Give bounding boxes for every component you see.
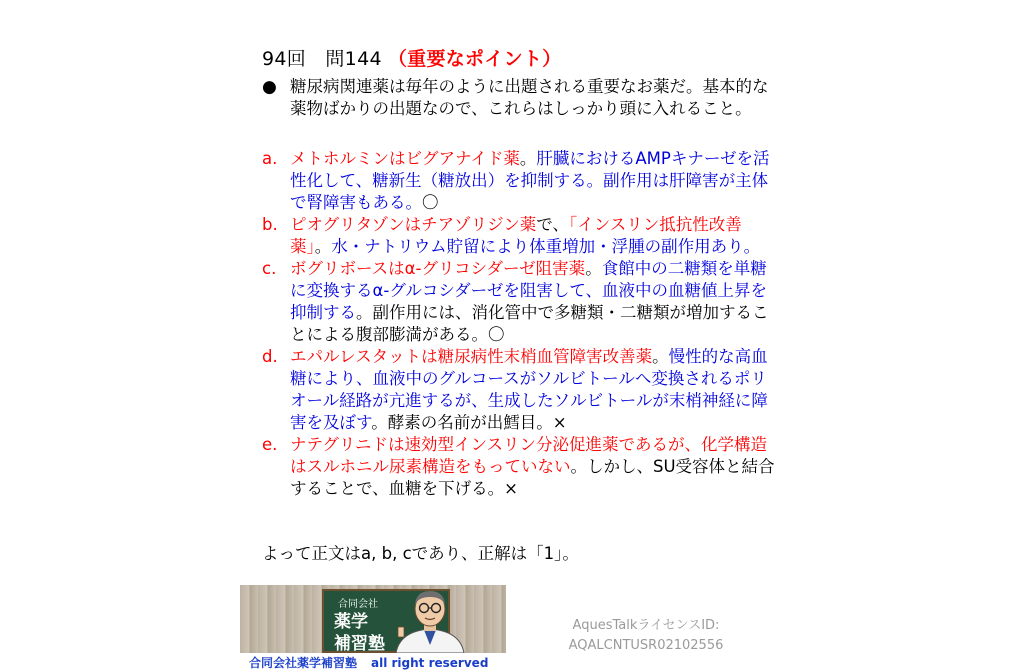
option-text-segment: ボグリボースはα-グリコシダーゼ阻害薬 bbox=[290, 259, 586, 278]
option-text-segment: 。酵素の名前が出鱈目。× bbox=[371, 413, 567, 432]
option-text-segment: 。副作用には、消化管中で多糖類・二糖類が増加することによる腹部膨満がある。〇 bbox=[290, 303, 769, 344]
option-item bbox=[262, 258, 782, 346]
option-text-segment: ピオグリタゾンはチアゾリジン薬 bbox=[290, 215, 537, 234]
option-text-segment: で、 bbox=[536, 215, 569, 234]
intro-paragraph bbox=[262, 76, 782, 120]
option-text-segment: 〇 bbox=[422, 193, 439, 212]
option-letter: c. bbox=[262, 259, 277, 278]
teacher-illustration-icon bbox=[390, 587, 470, 653]
intro-text: 糖尿病関連薬は毎年のように出題される重要なお薬だ。基本的な薬物ばかりの出題なので、これらはしっかり頭に入れること。 bbox=[290, 77, 769, 118]
board-name-line1: 薬学 bbox=[334, 612, 368, 632]
option-text-segment: 肝臓におけるAMPキナーゼを活性化して、糖新生（糖放出）を抑制する。副作用は肝障害が主体で腎障害もある。 bbox=[290, 149, 770, 212]
option-item bbox=[262, 434, 782, 500]
option-text-segment: 慢性的な高血糖により、血液中のグルコースがソルビトールへ変換されるポリオール経路が亢進するが、生成したソルビトールが末梢神経に障害を及ぼす bbox=[290, 347, 768, 432]
option-text-segment: 。 bbox=[585, 259, 602, 278]
board-name-line2: 補習塾 bbox=[334, 634, 385, 653]
option-text-segment: 。しかし、SU受容体と結合することで、血糖を下げる。× bbox=[290, 457, 775, 498]
title-highlight: （重要なポイント） bbox=[387, 48, 562, 70]
page-title bbox=[262, 44, 562, 71]
license-info bbox=[558, 616, 734, 656]
option-text-segment: メトホルミンはビグアナイド薬 bbox=[290, 149, 520, 168]
option-letter: b. bbox=[262, 215, 278, 234]
option-text-segment: 。 bbox=[652, 347, 669, 366]
copyright-company: 合同会社薬学補習塾 bbox=[249, 656, 358, 670]
option-text-segment: 。 bbox=[314, 237, 332, 256]
company-banner bbox=[240, 585, 506, 653]
option-item bbox=[262, 346, 782, 434]
board-company: 合同会社 bbox=[338, 599, 378, 610]
copyright-footer bbox=[249, 654, 488, 671]
option-text-segment: 食館中の二糖類を単糖に変換するα-グルコシダーゼを阻害して、血液中の血糖値上昇を抑制する bbox=[290, 259, 768, 322]
title-prefix: 94回 問144 bbox=[262, 48, 382, 70]
option-letter: a. bbox=[262, 149, 278, 168]
option-text-segment: 。 bbox=[519, 149, 537, 168]
bullet-icon: ● bbox=[262, 77, 277, 97]
option-text-segment: ナテグリニドは速効型インスリン分泌促進薬であるが、化学構造はスルホニル尿素構造をもっていない bbox=[290, 435, 768, 476]
option-item bbox=[262, 148, 782, 214]
option-text-segment: エパルレスタットは糖尿病性末梢血管障害改善薬 bbox=[290, 347, 653, 366]
option-text-segment: 「インスリン抵抗性改善薬」 bbox=[290, 215, 742, 256]
option-letter: e. bbox=[262, 435, 278, 454]
license-line2: AQALCNTUSR02102556 bbox=[568, 638, 724, 653]
answer-options bbox=[262, 148, 782, 500]
option-letter: d. bbox=[262, 347, 278, 366]
conclusion-text: よって正文はa, b, cであり、正解は「1」。 bbox=[262, 544, 579, 563]
option-text-segment: 水・ナトリウム貯留により体重増加・浮腫の副作用あり。 bbox=[331, 237, 761, 256]
option-item bbox=[262, 214, 782, 258]
copyright-rights: all right reserved bbox=[371, 656, 489, 670]
license-line1: AquesTalkライセンスID: bbox=[572, 618, 720, 633]
